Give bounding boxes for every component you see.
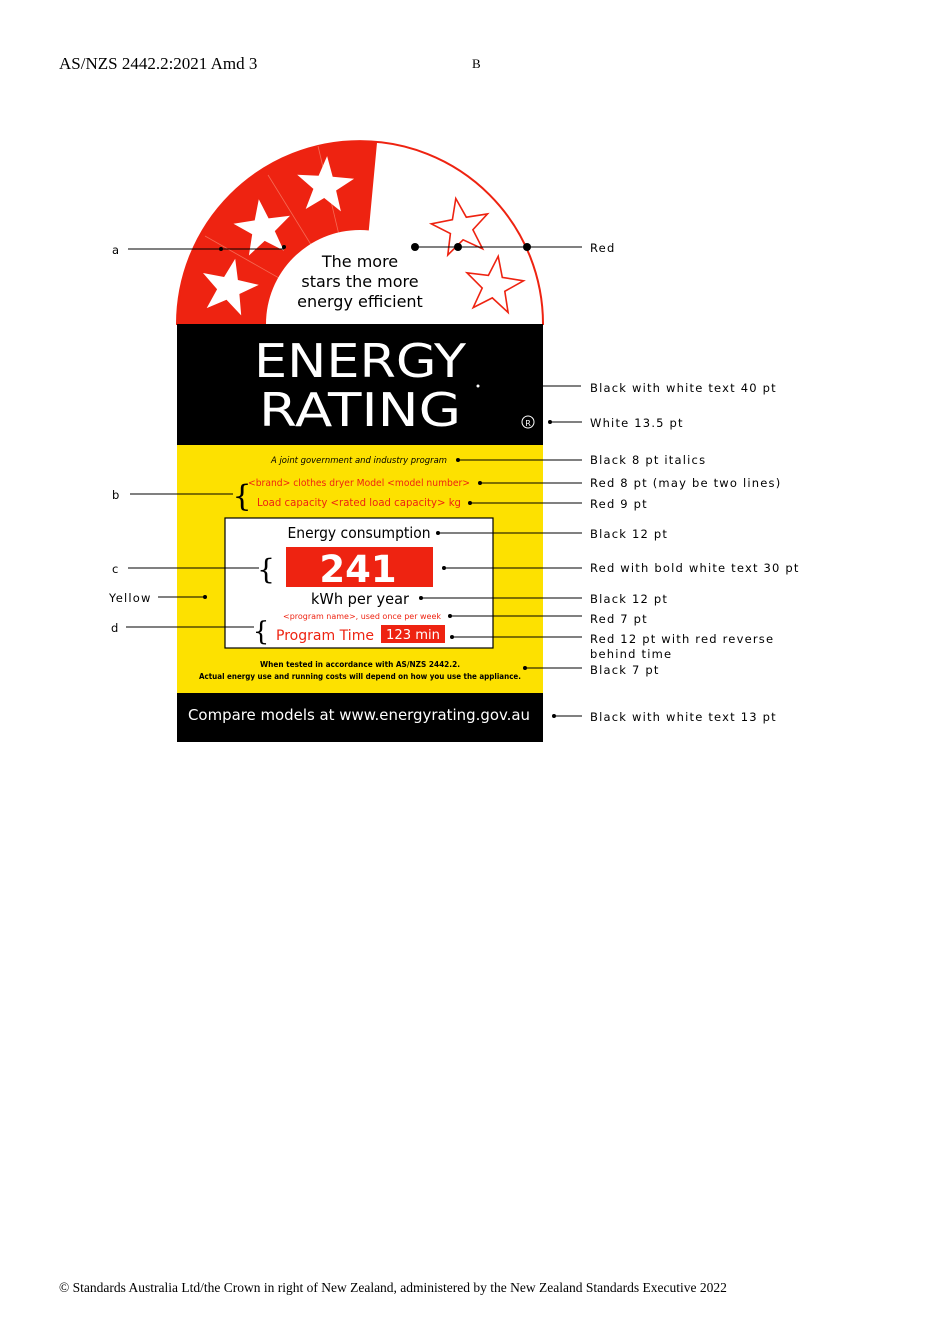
callout-letter-b: b xyxy=(112,488,121,502)
test-note-line-1: When tested in accordance with AS/NZS 2442.2. xyxy=(260,660,460,669)
load-capacity-line: Load capacity <rated load capacity> kg xyxy=(257,496,461,509)
program-time-label: Program Time xyxy=(276,628,374,644)
program-line: A joint government and industry program xyxy=(270,456,448,466)
program-time-value: 123 min xyxy=(386,627,440,643)
annotation-red-12-reverse-1: Red 12 pt with red reverse xyxy=(590,632,775,646)
leader-yellow-dot xyxy=(203,595,207,599)
leader-red-dot-1 xyxy=(411,243,419,251)
leader-usage-dot xyxy=(448,614,452,618)
test-note-line-2: Actual energy use and running costs will depend on how you use the appliance. xyxy=(199,672,521,681)
callout-letter-a: a xyxy=(112,243,121,257)
callout-letter-d: d xyxy=(111,621,120,635)
consumption-heading: Energy consumption xyxy=(287,524,431,542)
title-energy: ENERGY xyxy=(254,334,468,388)
annotation-red: Red xyxy=(590,241,616,255)
registered-mark: R xyxy=(525,419,531,428)
compare-line: Compare models at www.energyrating.gov.au xyxy=(188,706,530,724)
brace-b: { xyxy=(232,479,252,514)
title-rating: RATING xyxy=(259,383,461,437)
leader-capacity-dot xyxy=(468,501,472,505)
annotation-red-7: Red 7 pt xyxy=(590,612,648,626)
energy-rating-label xyxy=(140,100,543,742)
leader-value-dot xyxy=(442,566,446,570)
brace-c: { xyxy=(257,553,275,586)
leader-a-dot-1 xyxy=(219,247,223,251)
leader-compare-dot xyxy=(552,714,556,718)
annotation-black-12-b: Black 12 pt xyxy=(590,592,669,606)
annotation-black-white-40: Black with white text 40 pt xyxy=(590,381,777,395)
revision-mark: B xyxy=(472,56,481,71)
consumption-unit: kWh per year xyxy=(311,590,410,608)
brand-model-line: <brand> clothes dryer Model <model number> xyxy=(248,478,470,489)
leader-red-dot-3 xyxy=(523,243,531,251)
annotation-black-12-a: Black 12 pt xyxy=(590,527,669,541)
callout-letter-c: c xyxy=(112,562,120,576)
leader-registered-dot xyxy=(548,420,552,424)
annotation-white-13-5: White 13.5 pt xyxy=(590,416,684,430)
consumption-value: 241 xyxy=(319,548,397,591)
standard-number: AS/NZS 2442.2:2021 Amd 3 xyxy=(59,54,258,73)
annotation-black-8-italics: Black 8 pt italics xyxy=(590,453,707,467)
leader-program-dot xyxy=(456,458,460,462)
annotation-black-white-13: Black with white text 13 pt xyxy=(590,710,777,724)
annotation-red-bold-white-30: Red with bold white text 30 pt xyxy=(590,561,800,575)
leader-time-dot xyxy=(450,635,454,639)
tagline-line-3: energy efficient xyxy=(297,292,423,311)
leader-a-dot-2 xyxy=(282,245,286,249)
callout-yellow: Yellow xyxy=(109,591,152,605)
annotation-red-9: Red 9 pt xyxy=(590,497,648,511)
leader-red-dot-2 xyxy=(454,243,462,251)
copyright-footer: © Standards Australia Ltd/the Crown in right of New Zealand, administered by the New Zealand Standards Executive 2022 xyxy=(59,1280,727,1295)
leader-title-dot xyxy=(477,385,480,388)
leader-note-dot xyxy=(523,666,527,670)
annotation-red-12-reverse-2: behind time xyxy=(590,647,673,661)
tagline-line-1: The more xyxy=(321,252,399,271)
tagline-line-2: stars the more xyxy=(301,272,419,291)
brace-d: { xyxy=(252,617,270,647)
leader-unit-dot xyxy=(419,596,423,600)
program-usage: <program name>, used once per week xyxy=(283,612,442,621)
annotation-black-7: Black 7 pt xyxy=(590,663,660,677)
leader-brand-dot xyxy=(478,481,482,485)
leader-heading-dot xyxy=(436,531,440,535)
annotation-red-8: Red 8 pt (may be two lines) xyxy=(590,476,782,490)
